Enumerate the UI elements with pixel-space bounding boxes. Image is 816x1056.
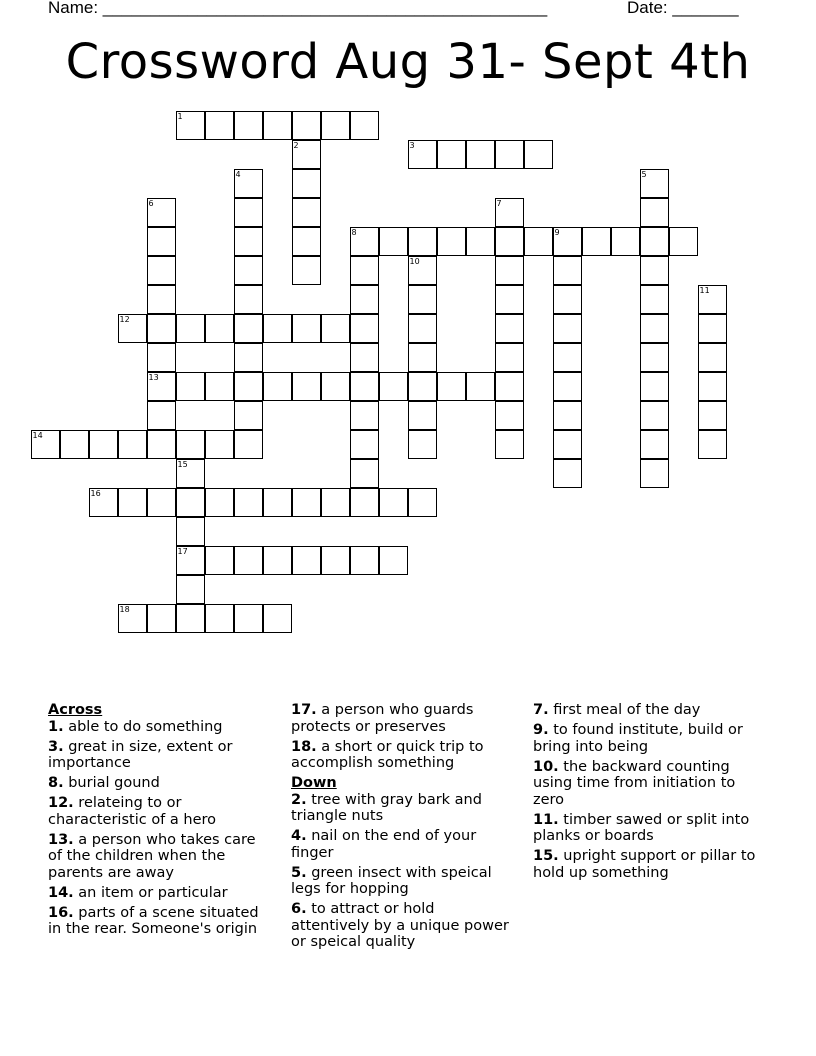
grid-cell[interactable]: [118, 604, 147, 633]
clue-item: [533, 848, 768, 881]
grid-cell[interactable]: [234, 169, 263, 198]
grid-cell[interactable]: [263, 111, 292, 140]
grid-cell[interactable]: [466, 227, 495, 256]
clue-item: [533, 812, 768, 845]
clue-number: 12: [119, 314, 130, 324]
page-title: Crossword Aug 31- Sept 4th: [65, 34, 751, 90]
grid-cell[interactable]: [495, 285, 524, 314]
grid-cell[interactable]: [205, 604, 234, 633]
grid-cell[interactable]: [292, 227, 321, 256]
grid-cell[interactable]: [553, 430, 582, 459]
clue-item-number: 15.: [533, 848, 559, 864]
grid-cell[interactable]: [234, 256, 263, 285]
clue-item-text: to found institute, build or bring into being: [533, 722, 743, 755]
clue-item-text: to attract or hold attentively by a unique power or speical quality: [291, 901, 509, 950]
clue-number: 10: [409, 256, 420, 266]
grid-cell[interactable]: [118, 488, 147, 517]
grid-cell[interactable]: [640, 256, 669, 285]
grid-cell[interactable]: [408, 488, 437, 517]
grid-cell[interactable]: [553, 285, 582, 314]
grid-cell[interactable]: [147, 488, 176, 517]
grid-cell[interactable]: [495, 256, 524, 285]
grid-cell[interactable]: [292, 198, 321, 227]
grid-cell[interactable]: [263, 314, 292, 343]
grid-cell[interactable]: [640, 372, 669, 401]
clue-number: 1: [177, 111, 183, 121]
clue-number: 7: [496, 198, 502, 208]
grid-cell[interactable]: [321, 314, 350, 343]
grid-cell[interactable]: [205, 314, 234, 343]
grid-cell[interactable]: [350, 227, 379, 256]
grid-cell[interactable]: [147, 227, 176, 256]
clue-number: 2: [293, 140, 299, 150]
grid-cell[interactable]: [321, 372, 350, 401]
clue-item: [48, 719, 273, 736]
across-heading: Across: [48, 702, 103, 718]
grid-cell[interactable]: [147, 343, 176, 372]
clues-column-2: [291, 702, 516, 954]
clue-item: [291, 702, 516, 735]
grid-cell[interactable]: [408, 140, 437, 169]
grid-cell[interactable]: [292, 546, 321, 575]
clue-item-number: 17.: [291, 702, 317, 718]
grid-cell[interactable]: [350, 488, 379, 517]
grid-cell[interactable]: [350, 546, 379, 575]
clue-item-text: tree with gray bark and triangle nuts: [291, 791, 482, 824]
grid-cell[interactable]: [263, 546, 292, 575]
grid-cell[interactable]: [495, 198, 524, 227]
grid-cell[interactable]: [698, 343, 727, 372]
grid-cell[interactable]: [553, 343, 582, 372]
grid-cell[interactable]: [234, 430, 263, 459]
grid-cell[interactable]: [495, 372, 524, 401]
clue-item-number: 10.: [533, 758, 559, 775]
grid-cell[interactable]: [147, 604, 176, 633]
clues-column-3: [533, 702, 768, 885]
grid-cell[interactable]: [321, 546, 350, 575]
grid-cell[interactable]: [466, 140, 495, 169]
grid-cell[interactable]: [640, 430, 669, 459]
grid-cell[interactable]: [263, 488, 292, 517]
grid-cell[interactable]: [698, 372, 727, 401]
grid-cell[interactable]: [640, 198, 669, 227]
grid-cell[interactable]: [640, 285, 669, 314]
clue-item-number: 13.: [48, 831, 74, 848]
clues-column-1: [48, 702, 273, 941]
grid-cell[interactable]: [205, 488, 234, 517]
clue-item-number: 7.: [533, 702, 549, 718]
clue-item-number: 1.: [48, 718, 64, 735]
grid-cell[interactable]: [234, 401, 263, 430]
clue-item-number: 6.: [291, 901, 307, 917]
grid-cell[interactable]: [553, 227, 582, 256]
grid-cell[interactable]: [698, 430, 727, 459]
clue-number: 6: [148, 198, 154, 208]
grid-cell[interactable]: [495, 430, 524, 459]
grid-cell[interactable]: [408, 372, 437, 401]
grid-cell[interactable]: [292, 256, 321, 285]
clue-number: 14: [32, 430, 43, 440]
grid-cell[interactable]: [524, 227, 553, 256]
grid-cell[interactable]: [640, 169, 669, 198]
clue-item-number: 16.: [48, 904, 74, 921]
clue-item-number: 5.: [291, 864, 307, 881]
clue-item: [533, 759, 768, 809]
grid-cell[interactable]: [147, 430, 176, 459]
clue-item: [48, 775, 273, 792]
grid-cell[interactable]: [176, 575, 205, 604]
grid-cell[interactable]: [292, 488, 321, 517]
grid-cell[interactable]: [379, 227, 408, 256]
clue-item: [291, 828, 516, 861]
clue-item-text: a short or quick trip to accomplish something: [291, 738, 484, 771]
grid-cell[interactable]: [176, 459, 205, 488]
grid-cell[interactable]: [234, 343, 263, 372]
grid-cell[interactable]: [292, 314, 321, 343]
grid-cell[interactable]: [176, 430, 205, 459]
grid-cell[interactable]: [524, 140, 553, 169]
clue-item-text: timber sawed or split into planks or boards: [533, 811, 750, 844]
grid-cell[interactable]: [176, 488, 205, 517]
clue-item: [48, 795, 273, 828]
grid-cell[interactable]: [408, 430, 437, 459]
grid-cell[interactable]: [350, 314, 379, 343]
clue-item-text: the backward counting using time from initiation to zero: [533, 758, 736, 808]
grid-cell[interactable]: [669, 227, 698, 256]
clue-number: 4: [235, 169, 241, 179]
clue-item: [48, 905, 273, 938]
clue-number: 17: [177, 546, 188, 556]
clue-item-text: great in size, extent or importance: [48, 738, 233, 771]
clue-item-number: 11.: [533, 811, 559, 828]
grid-cell[interactable]: [234, 314, 263, 343]
grid-cell[interactable]: [553, 314, 582, 343]
clue-number: 3: [409, 140, 415, 150]
grid-cell[interactable]: [263, 372, 292, 401]
grid-cell[interactable]: [176, 314, 205, 343]
grid-cell[interactable]: [495, 140, 524, 169]
grid-cell[interactable]: [292, 111, 321, 140]
grid-cell[interactable]: [147, 314, 176, 343]
clue-number: 9: [554, 227, 560, 237]
clue-item-number: 2.: [291, 791, 307, 808]
grid-cell[interactable]: [147, 372, 176, 401]
grid-cell[interactable]: [292, 169, 321, 198]
grid-cell[interactable]: [495, 227, 524, 256]
clue-item-number: 14.: [48, 884, 74, 901]
grid-cell[interactable]: [205, 372, 234, 401]
grid-cell[interactable]: [640, 401, 669, 430]
grid-cell[interactable]: [89, 430, 118, 459]
grid-cell[interactable]: [350, 401, 379, 430]
clue-number: 15: [177, 459, 188, 469]
grid-cell[interactable]: [553, 256, 582, 285]
clue-item-number: 18.: [291, 738, 317, 755]
grid-cell[interactable]: [408, 285, 437, 314]
grid-cell[interactable]: [350, 459, 379, 488]
grid-cell[interactable]: [553, 401, 582, 430]
grid-cell[interactable]: [379, 546, 408, 575]
grid-cell[interactable]: [408, 256, 437, 285]
grid-cell[interactable]: [147, 285, 176, 314]
grid-cell[interactable]: [582, 227, 611, 256]
grid-cell[interactable]: [176, 372, 205, 401]
grid-cell[interactable]: [408, 227, 437, 256]
grid-cell[interactable]: [205, 111, 234, 140]
grid-cell[interactable]: [147, 401, 176, 430]
clue-number: 16: [90, 488, 101, 498]
grid-cell[interactable]: [176, 111, 205, 140]
grid-cell[interactable]: [466, 372, 495, 401]
clue-item: [533, 722, 768, 755]
down-heading: Down: [291, 775, 337, 791]
clue-number: 13: [148, 372, 159, 382]
grid-cell[interactable]: [408, 343, 437, 372]
grid-cell[interactable]: [31, 430, 60, 459]
grid-cell[interactable]: [234, 546, 263, 575]
clue-number: 11: [699, 285, 710, 295]
grid-cell[interactable]: [89, 488, 118, 517]
date-field-label: Date: _______: [627, 0, 739, 17]
grid-cell[interactable]: [640, 343, 669, 372]
clue-item: [291, 792, 516, 825]
name-field-label: Name: _______________________________________________: [48, 0, 548, 17]
clue-item-text: burial gound: [68, 775, 160, 791]
grid-cell[interactable]: [495, 343, 524, 372]
clue-item-text: green insect with speical legs for hopping: [291, 864, 492, 897]
grid-cell[interactable]: [321, 488, 350, 517]
clue-item-text: relateing to or characteristic of a hero: [48, 795, 217, 828]
grid-cell[interactable]: [553, 459, 582, 488]
grid-cell[interactable]: [379, 372, 408, 401]
grid-cell[interactable]: [350, 111, 379, 140]
clue-item: [291, 901, 516, 951]
clue-item-text: a person who takes care of the children when the parents are away: [48, 831, 256, 881]
clue-item-text: upright support or pillar to hold up something: [533, 848, 756, 881]
grid-cell[interactable]: [495, 314, 524, 343]
grid-cell[interactable]: [234, 111, 263, 140]
grid-cell[interactable]: [350, 430, 379, 459]
grid-cell[interactable]: [147, 256, 176, 285]
clue-item: [291, 865, 516, 898]
clue-item: [533, 702, 768, 719]
clue-item-text: nail on the end of your finger: [291, 828, 477, 861]
grid-cell[interactable]: [553, 372, 582, 401]
grid-cell[interactable]: [350, 372, 379, 401]
grid-cell[interactable]: [118, 430, 147, 459]
clue-item-text: first meal of the day: [553, 702, 701, 718]
clue-item-number: 12.: [48, 795, 74, 811]
grid-cell[interactable]: [263, 604, 292, 633]
clue-number: 18: [119, 604, 130, 614]
grid-cell[interactable]: [292, 372, 321, 401]
grid-cell[interactable]: [234, 604, 263, 633]
grid-cell[interactable]: [640, 227, 669, 256]
grid-cell[interactable]: [321, 111, 350, 140]
grid-cell[interactable]: [234, 285, 263, 314]
grid-cell[interactable]: [292, 140, 321, 169]
grid-cell[interactable]: [698, 285, 727, 314]
grid-cell[interactable]: [437, 227, 466, 256]
clue-number: 8: [351, 227, 357, 237]
grid-cell[interactable]: [350, 256, 379, 285]
clue-item: [48, 885, 273, 902]
grid-cell[interactable]: [234, 227, 263, 256]
grid-cell[interactable]: [350, 343, 379, 372]
clue-item-text: an item or particular: [78, 884, 228, 901]
grid-cell[interactable]: [640, 459, 669, 488]
grid-cell[interactable]: [176, 546, 205, 575]
grid-cell[interactable]: [176, 604, 205, 633]
grid-cell[interactable]: [176, 517, 205, 546]
grid-cell[interactable]: [408, 314, 437, 343]
clue-item-number: 9.: [533, 722, 549, 738]
grid-cell[interactable]: [118, 314, 147, 343]
grid-cell[interactable]: [205, 430, 234, 459]
grid-cell[interactable]: [234, 488, 263, 517]
clue-item-number: 4.: [291, 828, 307, 844]
grid-cell[interactable]: [437, 372, 466, 401]
clue-item: [291, 739, 516, 772]
grid-cell[interactable]: [60, 430, 89, 459]
grid-cell[interactable]: [408, 401, 437, 430]
grid-cell[interactable]: [350, 285, 379, 314]
grid-cell[interactable]: [205, 546, 234, 575]
clue-item-number: 3.: [48, 738, 64, 755]
clue-item-number: 8.: [48, 775, 64, 791]
grid-cell[interactable]: [379, 488, 408, 517]
grid-cell[interactable]: [698, 314, 727, 343]
grid-cell[interactable]: [698, 401, 727, 430]
clue-number: 5: [641, 169, 647, 179]
clue-item-text: a person who guards protects or preserves: [291, 702, 474, 735]
clue-item-text: parts of a scene situated in the rear. Someone's origin: [48, 904, 259, 937]
grid-cell[interactable]: [147, 198, 176, 227]
grid-cell[interactable]: [234, 198, 263, 227]
grid-cell[interactable]: [234, 372, 263, 401]
grid-cell[interactable]: [437, 140, 466, 169]
clue-item: [48, 739, 273, 772]
grid-cell[interactable]: [640, 314, 669, 343]
clue-item: [48, 832, 273, 882]
clue-item-text: able to do something: [68, 718, 223, 735]
grid-cell[interactable]: [611, 227, 640, 256]
grid-cell[interactable]: [495, 401, 524, 430]
